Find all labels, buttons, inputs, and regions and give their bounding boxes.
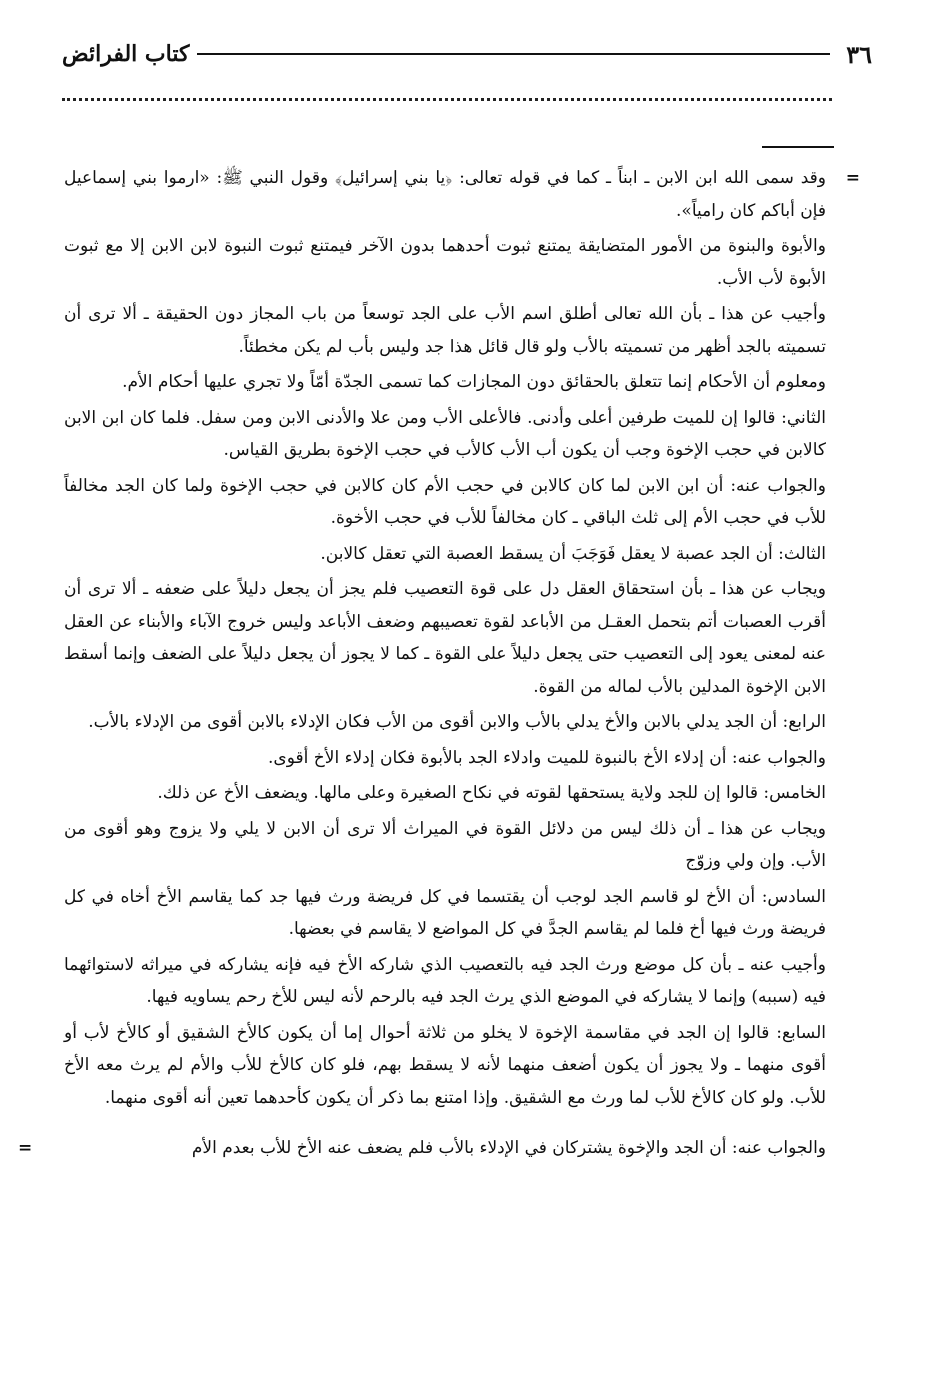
paragraph-text: والأبوة والبنوة من الأمور المتضايقة يمتنع ثبوت أحدهما بدون الآخر فيمتنع ثبوت النبوة لابن الابن إلا مع ثبوت الأبوة لأب الأب. [64,236,826,289]
paragraph [64,573,826,703]
paragraph [64,742,826,775]
paragraph [64,706,826,739]
paragraph [64,1017,826,1115]
paragraph [64,881,826,946]
book-title: كتاب الفرائض [62,41,190,67]
header-rule [197,53,830,55]
continuation-end-mark: = [18,1138,33,1158]
paragraph-text: السادس: أن الأخ لو قاسم الجد لوجب أن يقتسما في كل فريضة ورث فيها جد كما يقاسم الأخ أخاه في كل فريضة ورث فيها أخ فلما لم يقاسم الجدَّ في كل المواضع لا يقاسم في بعضها. [64,886,826,939]
paragraph-text: الرابع: أن الجد يدلي بالابن والأخ يدلي بالأب والابن أقوى من الأب فكان الإدلاء بالابن أقوى من الإدلاء بالأب. [88,712,826,732]
paragraph [64,777,826,810]
paragraph-text: الثالث: أن الجد عصبة لا يعقل فَوَجَبَ أن يسقط العصبة التي تعقل كالابن. [320,543,826,564]
paragraph [64,949,826,1014]
paragraph [64,162,860,227]
footnote-body [18,162,860,1168]
paragraph [64,813,826,878]
paragraph [18,1132,826,1165]
page-number: ٣٦ [846,39,872,69]
paragraph [64,538,826,571]
paragraph [64,402,826,467]
paragraph [64,470,826,535]
continuation-start-mark: = [845,168,860,188]
paragraph [64,366,826,399]
paragraph [64,298,826,363]
paragraph-text: ومعلوم أن الأحكام إنما تتعلق بالحقائق دون المجازات كما تسمى الجدّة أمّاً ولا تجري عليها أحكام الأم. [122,372,826,392]
paragraph-text: ويجاب عن هذا ـ أن ذلك ليس من دلائل القوة في الميراث ألا ترى أن الابن لا يلي ولا يزوج وهو أقوى من الأب. وإن ولي وزوّج [64,818,826,871]
paragraph-text: الثاني: قالوا إن للميت طرفين أعلى وأدنى. فالأعلى الأب ومن علا والأدنى الابن ومن سفل. فلما كان ابن الابن كالابن في حجب الإخوة وجب أن يكون أب الأب كالأب في حجب الإخوة بطريق القياس. [64,407,826,460]
paragraph-text: وأجيب عنه ـ بأن كل موضع ورث الجد فيه بالتعصيب الذي شاركه الأخ فيه فإنه يشاركه في ميراثه لاستوائهما فيه (سببه) وإنما لا يشاركه في الموضع الذي يرث الجد فيه بالرحم لأنه ليس للأخ رحم يساويه فيها. [64,954,826,1007]
paragraph-text: السابع: قالوا إن الجد في مقاسمة الإخوة لا يخلو من ثلاثة أحوال إما أن يكون كالأخ الشقيق أو كالأخ لأب أو أقوى منهما ـ ولا يجوز أن يكون أضعف منهما لأنه لا يسقط بهم، فلو كان كالأخ للأب والأم لم يرث معه الأخ للأب. ولو كان كالأخ للأب لما ورث مع الشقيق. وإذا امتنع بما ذكر أن يكون كأحدهما تعين أنه أقوى منهما. [64,1022,826,1108]
paragraph-text: والجواب عنه: أن ابن الابن لما كان كالابن في حجب الأم كان كالابن في حجب الإخوة ولما كان الجد مخالفاً للأب في حجب الأم إلى ثلث الباقي ـ كان مخالفاً للأب في حجب الأخوة. [64,475,826,528]
paragraph-text: والجواب عنه: أن إدلاء الأخ بالنبوة للميت وادلاء الجد بالأبوة فكان إدلاء الأخ أقوى. [268,747,826,768]
paragraph-text: الخامس: قالوا إن للجد ولاية يستحقها لقوته في نكاح الصغيرة وعلى مالها. ويضعف الأخ عن ذلك. [157,783,826,803]
footnote-rule [762,146,834,148]
paragraph-text: ويجاب عن هذا ـ بأن استحقاق العقل دل على قوة التعصيب فلم يجز أن يجعل دليلاً على ضعفه ـ ألا ترى أن أقرب العصبات أتم بتحمل العقـل من الأباعد لقوة تعصيبهم وضعف الأباعد وليس خروج الآباء والأبناء عن العقل عنه لمعنى يعود إلى التعصيب حتى يجعل دليلاً على القوة ـ كما لا يجوز أن يجعل دليلاً على الضعف وإنما أسقط الابن الإخوة المدلين بالأب لماله من القوة. [64,579,826,697]
paragraph [64,230,826,295]
paragraph-text: وأجيب عن هذا ـ بأن الله تعالى أطلق اسم الأب على الجد توسعاً من باب المجاز دون الحقيقة ـ ألا ترى أن تسميته بالجد أظهر من تسميته بالأب ولو قال قائل هذا جد وليس بأب لم يكن مخطئاً. [64,304,826,357]
page-header [62,34,872,74]
paragraph-text: وقد سمى الله ابن الابن ـ ابناً ـ كما في قوله تعالى: ﴿يا بني إسرائيل﴾ وقول النبي ﷺ: «ارموا بني إسماعيل فإن أباكم كان رامياً». [64,168,826,221]
paragraph-text: والجواب عنه: أن الجد والإخوة يشتركان في الإدلاء بالأب فلم يضعف عنه الأخ للأب بعدم الأم [191,1138,826,1158]
dotted-separator [62,98,832,101]
